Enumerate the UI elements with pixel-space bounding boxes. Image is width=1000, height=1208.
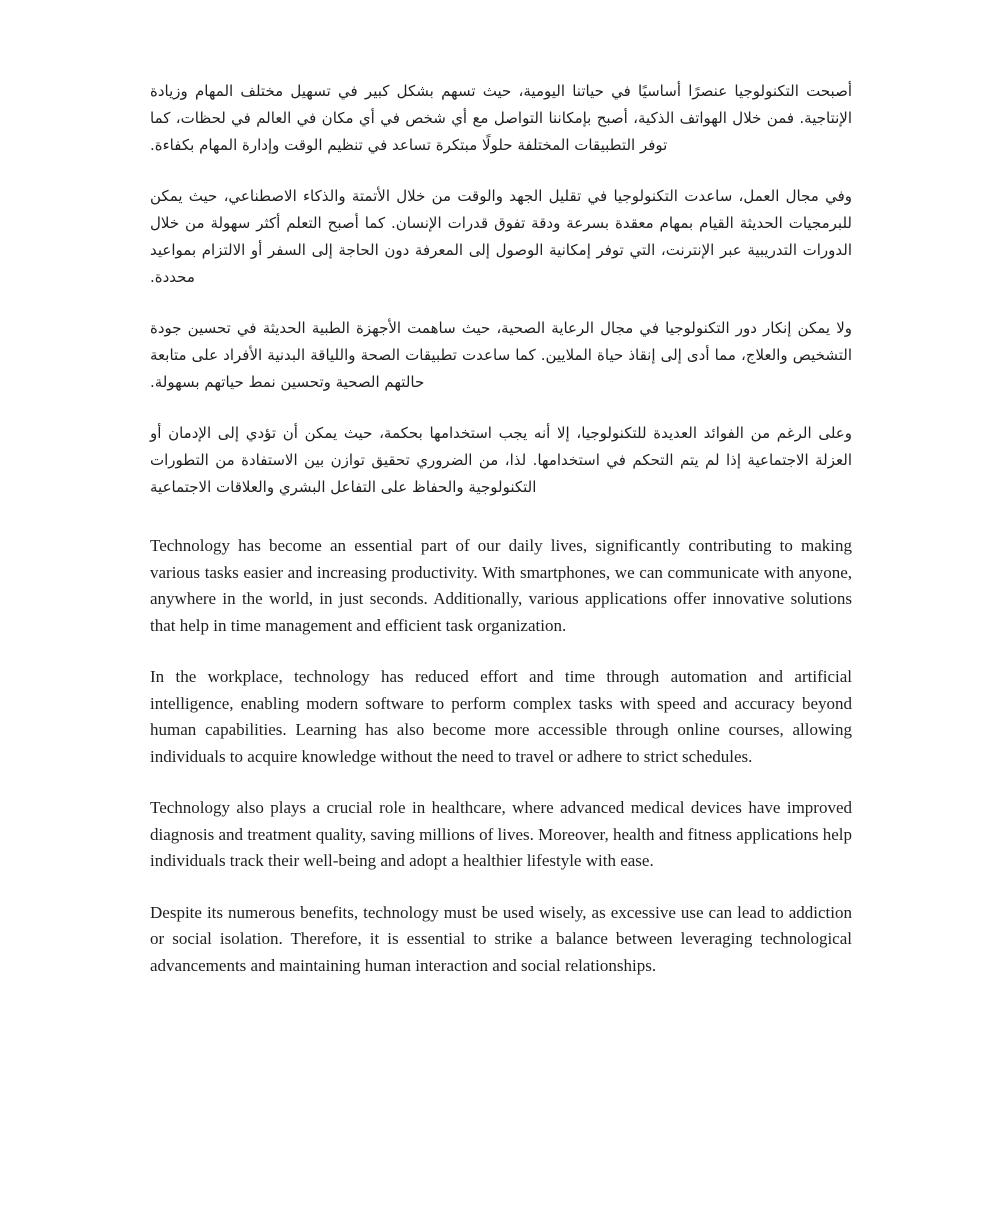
arabic-text-section xyxy=(150,78,852,501)
arabic-paragraph-3: ولا يمكن إنكار دور التكنولوجيا في مجال الرعاية الصحية، حيث ساهمت الأجهزة الطبية الحديثة في تحسين جودة التشخيص والعلاج، مما أدى إلى إنقاذ حياة الملايين. كما ساعدت تطبيقات الصحة واللياقة البدنية الأفراد على متابعة حالتهم الصحية وتحسين نمط حياتهم بسهولة. xyxy=(150,319,852,391)
english-paragraph-2: In the workplace, technology has reduced effort and time through automation and artificial intelligence, enabling modern software to perform complex tasks with speed and accuracy beyond human capabilities. Learning has also become more accessible through online courses, allowing individuals to acquire knowledge without the need to travel or adhere to strict schedules. xyxy=(150,667,852,766)
arabic-paragraph-1: أصبحت التكنولوجيا عنصرًا أساسيًا في حياتنا اليومية، حيث تسهم بشكل كبير في تسهيل مختلف المهام وزيادة الإنتاجية. فمن خلال الهواتف الذكية، أصبح بإمكاننا التواصل مع أي شخص في أي مكان في العالم في لحظات، كما توفر التطبيقات المختلفة حلولًا مبتكرة تساعد في تنظيم الوقت وإدارة المهام بكفاءة. xyxy=(150,82,852,154)
arabic-paragraph-4: وعلى الرغم من الفوائد العديدة للتكنولوجيا، إلا أنه يجب استخدامها بحكمة، حيث يمكن أن تؤدي إلى الإدمان أو العزلة الاجتماعية إذا لم يتم التحكم في استخدامها. لذا، من الضروري تحقيق توازن بين الاستفادة من التطورات التكنولوجية والحفاظ على التفاعل البشري والعلاقات الاجتماعية xyxy=(150,424,852,496)
english-paragraph-3: Technology also plays a crucial role in healthcare, where advanced medical devices have improved diagnosis and treatment quality, saving millions of lives. Moreover, health and fitness applications help individuals track their well-being and adopt a healthier lifestyle with ease. xyxy=(150,798,852,870)
arabic-paragraph-2: وفي مجال العمل، ساعدت التكنولوجيا في تقليل الجهد والوقت من خلال الأتمتة والذكاء الاصطناعي، حيث يمكن للبرمجيات الحديثة القيام بمهام معقدة بسرعة ودقة تفوق قدرات الإنسان. كما أصبح التعلم أكثر سهولة من خلال الدورات التدريبية عبر الإنترنت، التي توفر إمكانية الوصول إلى المعرفة دون الحاجة إلى السفر أو الالتزام بمواعيد محددة. xyxy=(150,187,852,286)
english-text-section xyxy=(150,533,852,979)
english-paragraph-1: Technology has become an essential part of our daily lives, significantly contributing to making various tasks easier and increasing productivity. With smartphones, we can communicate with anyone, anywhere in the world, in just seconds. Additionally, various applications offer innovative solutions that help in time management and efficient task organization. xyxy=(150,536,852,635)
english-paragraph-4: Despite its numerous benefits, technology must be used wisely, as excessive use can lead to addiction or social isolation. Therefore, it is essential to strike a balance between leveraging technological advancements and maintaining human interaction and social relationships. xyxy=(150,902,852,975)
